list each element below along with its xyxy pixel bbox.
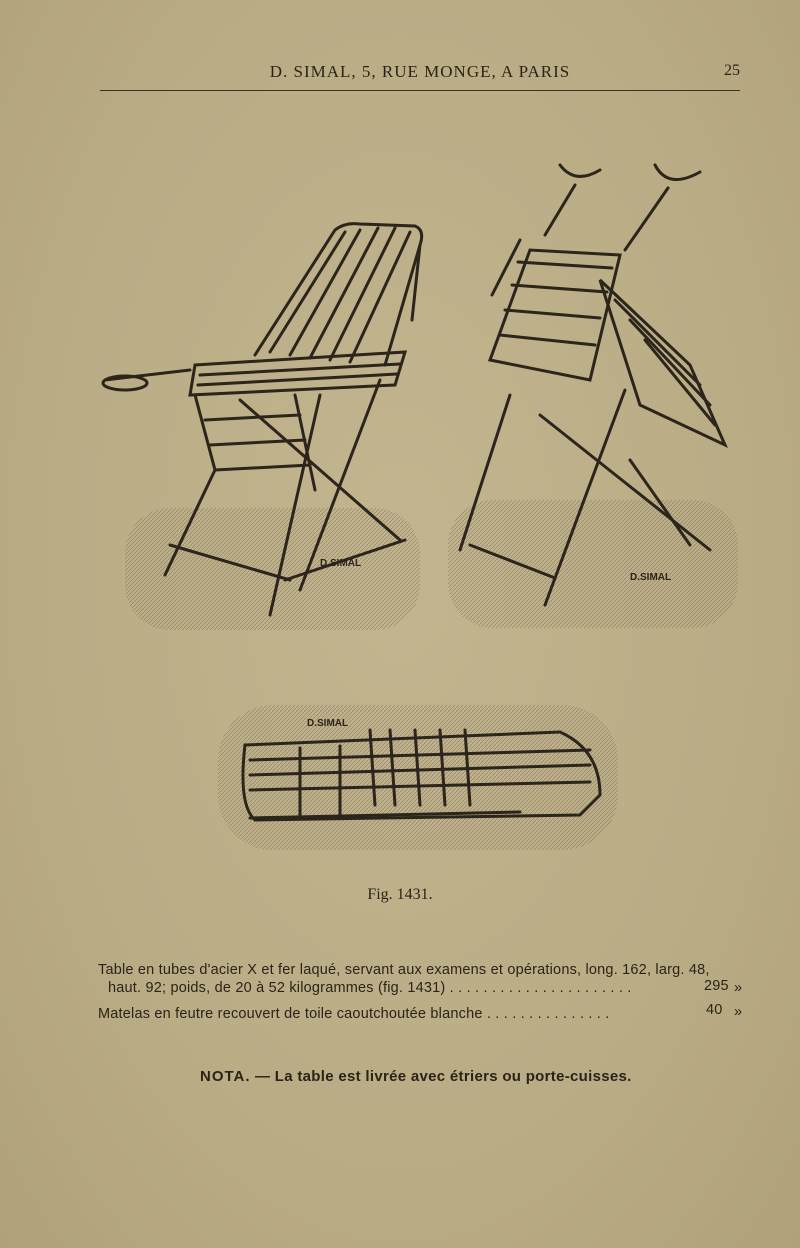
brand-mark: D.SIMAL [320,558,362,569]
entry-currency: » [734,980,743,996]
brand-mark: D.SIMAL [307,718,349,729]
chair-illustration-left [103,224,422,630]
chair-illustration-right [448,165,738,628]
catalog-entry [98,1002,743,1022]
entry-price: 40 [706,1002,723,1018]
figure-caption: Fig. 1431. [367,886,433,903]
shadow-base [448,500,738,628]
folded-table-illustration [218,705,618,850]
entry-currency: » [734,1004,743,1020]
nota-note [200,1068,640,1085]
entry-description-line2: haut. 92; poids, de 20 à 52 kilogrammes (fig. 1431) . . . . . . . . . . . . . . . . . . . . . . [108,980,632,996]
nota-label: NOTA. [200,1068,251,1085]
entry-description-line1: Matelas en feutre recouvert de toile caoutchoutée blanche . . . . . . . . . . . . . . . [98,1006,610,1022]
header-title: D. SIMAL, 5, RUE MONGE, A PARIS [269,62,571,81]
brand-mark: D.SIMAL [630,572,672,583]
nota-text: — La table est livrée avec étriers ou porte-cuisses. [255,1068,632,1085]
entry-price: 295 [704,978,729,994]
page-number: 25 [724,62,740,79]
entry-description-line1: Table en tubes d'acier X et fer laqué, servant aux examens et opérations, long. 162, larg. 48, [98,962,710,978]
catalog-entry [98,962,743,996]
